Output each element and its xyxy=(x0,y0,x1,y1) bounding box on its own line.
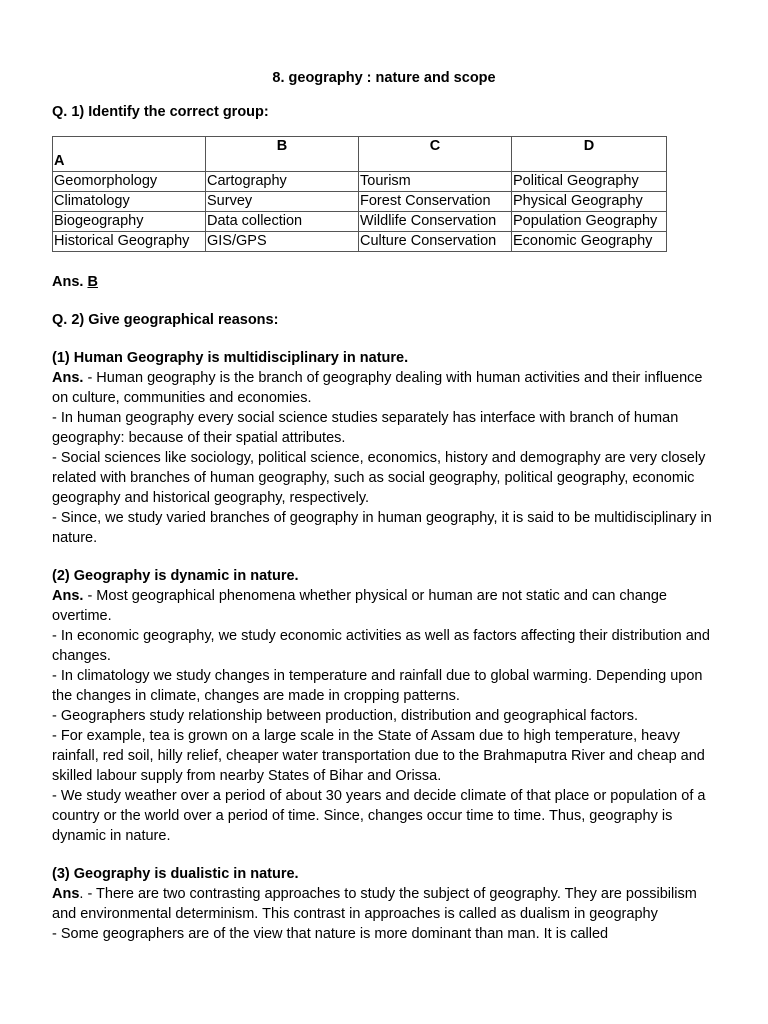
document-page xyxy=(52,64,716,944)
table-row xyxy=(53,232,667,252)
reason-3-title: (3) Geography is dualistic in nature. xyxy=(52,866,299,882)
answer-label: Ans xyxy=(52,886,80,902)
reason-2 xyxy=(52,566,716,846)
table-cell: Cartography xyxy=(206,172,359,192)
list-item: - We study weather over a period of about 30 years and decide climate of that place or population of a country or the world over a period of time. Since, changes occur time to time. Thus, geography is dynamic in nature. xyxy=(52,788,706,844)
answer-text: - Most geographical phenomena whether physical or human are not static and can change overtime. xyxy=(52,588,667,624)
answer-label: Ans. xyxy=(52,588,84,604)
column-header-d: D xyxy=(512,137,667,172)
column-header-b: B xyxy=(206,137,359,172)
table-cell: GIS/GPS xyxy=(206,232,359,252)
table-header-row xyxy=(53,137,667,172)
table-cell: Physical Geography xyxy=(512,192,667,212)
reason-1 xyxy=(52,348,716,548)
list-item: - Since, we study varied branches of geography in human geography, it is said to be multidisciplinary in nature. xyxy=(52,510,712,546)
reason-2-title: (2) Geography is dynamic in nature. xyxy=(52,568,299,584)
column-header-c: C xyxy=(359,137,512,172)
page-title: 8. geography : nature and scope xyxy=(272,70,496,86)
question-2-heading: Q. 2) Give geographical reasons: xyxy=(52,312,279,328)
list-item: - In economic geography, we study economic activities as well as factors affecting their distribution and changes. xyxy=(52,628,710,664)
table-cell: Biogeography xyxy=(53,212,206,232)
table-row xyxy=(53,212,667,232)
list-item: - Some geographers are of the view that nature is more dominant than man. It is called xyxy=(52,926,609,942)
list-item: - In human geography every social science studies separately has interface with branch of human geography: because of their spatial attributes. xyxy=(52,410,679,446)
question-1-heading: Q. 1) Identify the correct group: xyxy=(52,104,269,120)
table-cell: Geomorphology xyxy=(53,172,206,192)
reason-3-answer xyxy=(52,884,716,924)
answer-label: Ans. xyxy=(52,274,84,290)
list-item: - For example, tea is grown on a large scale in the State of Assam due to high temperature, heavy rainfall, red soil, hilly relief, cheaper water transportation due to the Brahmaputra River and cheap and skilled labour supply from nearby States of Bihar and Orissa. xyxy=(52,728,705,784)
table-cell: Economic Geography xyxy=(512,232,667,252)
column-header-a: A xyxy=(53,137,206,172)
question-1-answer xyxy=(52,272,716,292)
list-item: - Social sciences like sociology, political science, economics, history and demography are very closely related with branches of human geography, such as social geography, political geography, economic geography and historical geography, respectively. xyxy=(52,450,706,506)
table-row xyxy=(53,192,667,212)
table-cell: Forest Conservation xyxy=(359,192,512,212)
table-row xyxy=(53,172,667,192)
table-cell: Wildlife Conservation xyxy=(359,212,512,232)
table-cell: Population Geography xyxy=(512,212,667,232)
table-cell: Climatology xyxy=(53,192,206,212)
table-cell: Culture Conservation xyxy=(359,232,512,252)
answer-label: Ans. xyxy=(52,370,84,386)
reason-2-answer xyxy=(52,586,716,626)
reason-3 xyxy=(52,864,716,944)
list-item: - In climatology we study changes in temperature and rainfall due to global warming. Depending upon the changes in climate, changes are made in cropping patterns. xyxy=(52,668,703,704)
answer-value: B xyxy=(87,274,98,290)
groups-table xyxy=(52,136,667,252)
reason-1-answer xyxy=(52,368,716,408)
table-cell: Survey xyxy=(206,192,359,212)
table-cell: Political Geography xyxy=(512,172,667,192)
answer-text: - Human geography is the branch of geography dealing with human activities and their influence on culture, communities and economies. xyxy=(52,370,703,406)
reason-1-title: (1) Human Geography is multidisciplinary in nature. xyxy=(52,350,409,366)
table-cell: Historical Geography xyxy=(53,232,206,252)
table-cell: Data collection xyxy=(206,212,359,232)
table-cell: Tourism xyxy=(359,172,512,192)
answer-text: . - There are two contrasting approaches to study the subject of geography. They are possibilism and environmental determinism. This contrast in approaches is called as dualism in geography xyxy=(52,886,697,922)
list-item: - Geographers study relationship between production, distribution and geographical factors. xyxy=(52,708,638,724)
